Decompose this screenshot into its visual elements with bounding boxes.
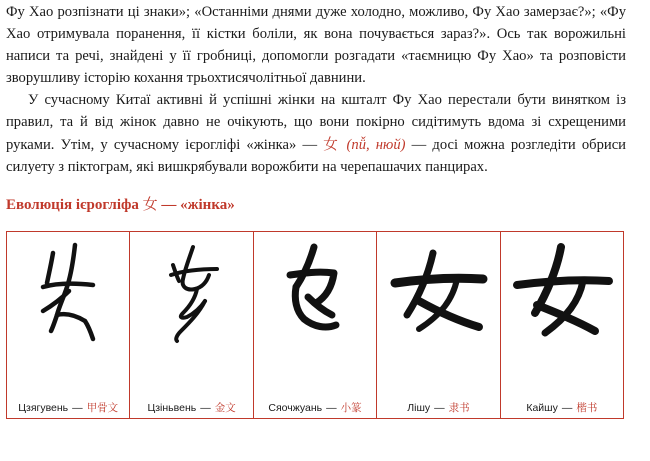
script-name: Цзіньвень: [147, 402, 197, 414]
caption-dash: —: [434, 402, 445, 414]
caption-oracle-bone: [7, 400, 129, 415]
section-title: [6, 193, 235, 214]
caption-dash: —: [200, 402, 211, 414]
script-name: Цзягувень: [18, 402, 69, 414]
evolution-cell-bronze: [130, 232, 253, 418]
script-name-chinese: 楷书: [576, 402, 598, 414]
paragraph-2: [6, 89, 626, 177]
small-seal-glyph-icon: [260, 235, 370, 345]
section-title-character: 女: [142, 197, 158, 213]
script-name: Лішу: [407, 402, 431, 414]
section-title-start: Еволюція ієрогліфа: [6, 197, 143, 213]
paragraph-1-text: Фу Хао розпізнати ці знаки»; «Останніми днями дуже холодно, можливо, Фу Хао замерзає?»; «Фу Хао отримувала поранення, її кістки боліли, як вона почувається зараз?». Ось так ворожильні написи та речі, знайдені у її гробниці, допомогли розгадати «таємницю Фу Хао» та розповісти зворушливу історію кохання трьохтисячолітньої давнини.: [6, 4, 626, 87]
paragraph-1: [6, 1, 626, 89]
bronze-glyph-icon: [137, 235, 247, 345]
caption-small-seal: [254, 400, 376, 415]
caption-bronze: [130, 400, 252, 415]
evolution-cell-regular: [501, 232, 623, 418]
evolution-cell-small-seal: [254, 232, 377, 418]
script-name-chinese: 小篆: [340, 402, 362, 414]
script-name: Кайшу: [526, 402, 558, 414]
pinyin-reading: (nǚ, нюй): [346, 136, 406, 153]
oracle-bone-glyph-icon: [13, 235, 123, 345]
script-name: Сяочжуань: [268, 402, 323, 414]
woman-character: 女: [323, 136, 341, 153]
regular-glyph-icon: [507, 235, 617, 345]
article-text: [6, 1, 626, 178]
caption-dash: —: [326, 402, 337, 414]
caption-regular: [501, 400, 623, 415]
script-name-chinese: 金文: [214, 402, 236, 414]
clerical-glyph-icon: [383, 235, 493, 345]
script-name-chinese: 隶书: [448, 402, 470, 414]
evolution-cell-clerical: [377, 232, 500, 418]
caption-dash: —: [72, 402, 83, 414]
evolution-cell-oracle-bone: [7, 232, 130, 418]
evolution-table: [6, 231, 624, 419]
caption-dash: —: [561, 402, 573, 414]
script-name-chinese: 甲骨文: [86, 402, 119, 414]
section-title-end: — «жінка»: [157, 197, 235, 213]
caption-clerical: [377, 400, 499, 415]
paragraph-2-text-end: — досі можна розгледіти обриси силуету з піктограм, які вишкрябували ворожбити на черепашачих панцирах.: [6, 136, 626, 175]
paragraph-2-text-start: У сучасному Китаї активні й успішні жінки на кшталт Фу Хао перестали бути винятком із правил, та й від жінок давно не очікують, що вони покірно сидітимуть вдома зі схрещеними руками. Утім, у сучасному ієрогліфі «жінка» —: [6, 92, 626, 153]
